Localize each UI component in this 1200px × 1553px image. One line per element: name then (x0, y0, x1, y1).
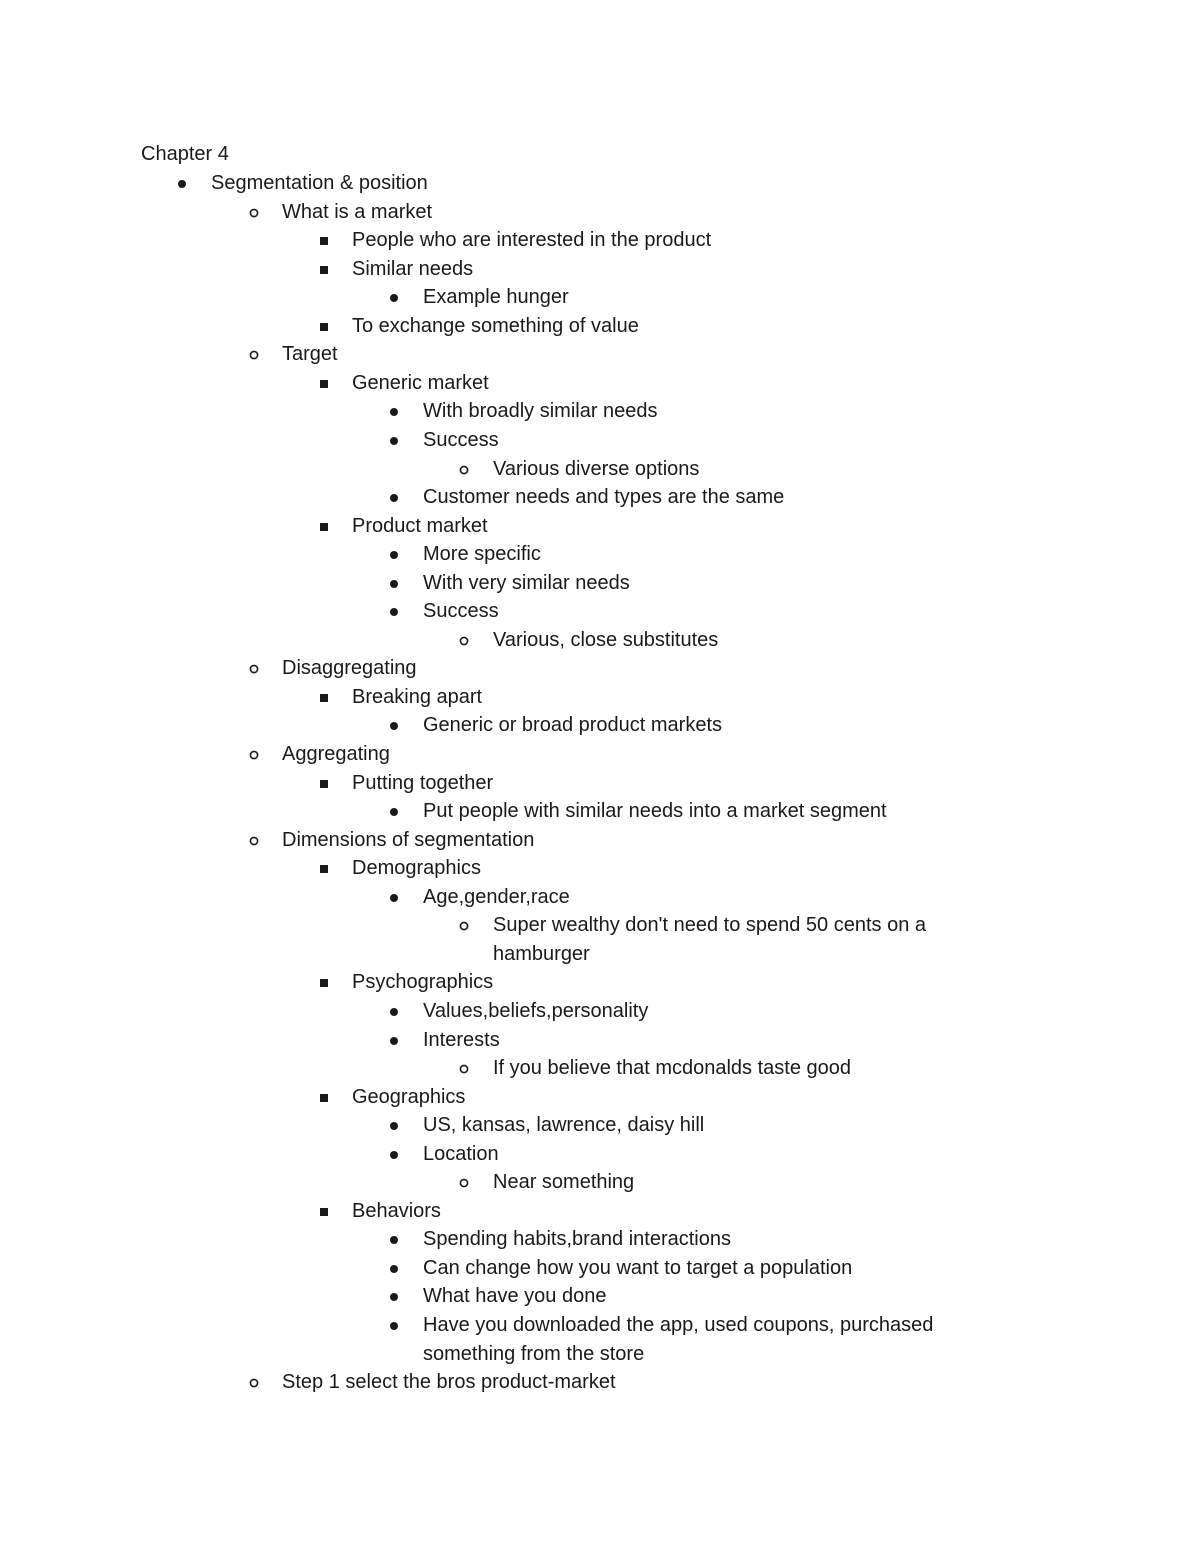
filled-bullet-icon (176, 169, 196, 197)
list-item-text: Dimensions of segmentation (282, 828, 535, 851)
list-item (0, 1197, 1200, 1226)
hollow-bullet-icon (248, 740, 268, 768)
filled-bullet-icon (388, 883, 408, 911)
square-bullet-icon (318, 226, 338, 254)
list-item-text: Can change how you want to target a population (423, 1256, 853, 1279)
list-item-text: To exchange something of value (352, 314, 639, 337)
list-item (0, 1054, 1200, 1083)
list-item-text: Putting together (352, 771, 494, 794)
filled-bullet-icon (388, 1282, 408, 1310)
list-item (0, 711, 1200, 740)
list-item-text: US, kansas, lawrence, daisy hill (423, 1114, 705, 1137)
list-item-text: Psychographics (352, 971, 494, 994)
list-item (0, 397, 1200, 426)
list-item (0, 1254, 1200, 1283)
list-item (0, 340, 1200, 369)
hollow-bullet-icon (248, 198, 268, 226)
square-bullet-icon (318, 369, 338, 397)
list-item (0, 883, 1200, 912)
list-item (0, 854, 1200, 883)
list-item-text: Success (423, 600, 499, 623)
filled-bullet-icon (388, 1140, 408, 1168)
list-item-text: What have you done (423, 1285, 607, 1308)
hollow-bullet-icon (458, 455, 478, 483)
filled-bullet-icon (388, 997, 408, 1025)
list-item-text: Super wealthy don't need to spend 50 cents on a hamburger (493, 914, 927, 965)
list-item (0, 968, 1200, 997)
list-item (0, 483, 1200, 512)
list-item-text: Similar needs (352, 257, 474, 280)
list-item (0, 540, 1200, 569)
list-item (0, 169, 1200, 198)
filled-bullet-icon (388, 797, 408, 825)
filled-bullet-icon (388, 540, 408, 568)
filled-bullet-icon (388, 1311, 408, 1339)
list-item (0, 226, 1200, 255)
list-item (0, 1168, 1200, 1197)
hollow-bullet-icon (248, 1368, 268, 1396)
list-item (0, 1111, 1200, 1140)
list-item (0, 1368, 1200, 1397)
list-item-text: Behaviors (352, 1199, 441, 1222)
square-bullet-icon (318, 1197, 338, 1225)
filled-bullet-icon (388, 711, 408, 739)
list-item-text: Location (423, 1142, 499, 1165)
list-item (0, 1225, 1200, 1254)
hollow-bullet-icon (248, 340, 268, 368)
list-item-text: Have you downloaded the app, used coupons, purchased something from the store (423, 1314, 934, 1365)
list-item (0, 740, 1200, 769)
list-item-text: Geographics (352, 1085, 466, 1108)
square-bullet-icon (318, 255, 338, 283)
hollow-bullet-icon (248, 654, 268, 682)
square-bullet-icon (318, 968, 338, 996)
list-item (0, 198, 1200, 227)
list-item (0, 283, 1200, 312)
list-item (0, 654, 1200, 683)
list-item-text: Various, close substitutes (493, 628, 719, 651)
list-item (0, 512, 1200, 541)
list-item (0, 312, 1200, 341)
list-item (0, 369, 1200, 398)
square-bullet-icon (318, 769, 338, 797)
list-item (0, 797, 1200, 826)
list-item (0, 769, 1200, 798)
square-bullet-icon (318, 1083, 338, 1111)
filled-bullet-icon (388, 597, 408, 625)
list-item (0, 683, 1200, 712)
filled-bullet-icon (388, 397, 408, 425)
list-item-text: Age,gender,race (423, 885, 570, 908)
list-item-text: Breaking apart (352, 685, 483, 708)
square-bullet-icon (318, 854, 338, 882)
list-item (0, 997, 1200, 1026)
list-item (0, 1140, 1200, 1169)
list-item-text: Aggregating (282, 743, 390, 765)
list-item-text: Generic or broad product markets (423, 714, 723, 737)
list-item-text: Example hunger (423, 286, 569, 309)
list-item (0, 1026, 1200, 1055)
square-bullet-icon (318, 312, 338, 340)
square-bullet-icon (318, 512, 338, 540)
square-bullet-icon (318, 683, 338, 711)
list-item-text: Put people with similar needs into a market segment (423, 800, 887, 823)
list-item-text: Various diverse options (493, 457, 700, 480)
list-item-text: Near something (493, 1171, 635, 1194)
list-item-text: With broadly similar needs (423, 400, 658, 423)
filled-bullet-icon (388, 283, 408, 311)
list-item-text: Spending habits,brand interactions (423, 1228, 731, 1251)
list-item (0, 1083, 1200, 1112)
list-item-text: Product market (352, 514, 488, 537)
list-item (0, 426, 1200, 455)
list-item-text: Values,beliefs,personality (423, 999, 649, 1022)
list-item-text: Demographics (352, 857, 481, 880)
filled-bullet-icon (388, 1254, 408, 1282)
list-item-text: Customer needs and types are the same (423, 486, 785, 509)
list-item-text: Interests (423, 1028, 500, 1051)
filled-bullet-icon (388, 569, 408, 597)
hollow-bullet-icon (248, 826, 268, 854)
list-item-text: What is a market (282, 200, 433, 223)
list-item (0, 1311, 1200, 1368)
document-title: Chapter 4 (141, 143, 229, 165)
list-item-text: Success (423, 428, 499, 451)
hollow-bullet-icon (458, 626, 478, 654)
filled-bullet-icon (388, 1026, 408, 1054)
list-item (0, 911, 1200, 968)
filled-bullet-icon (388, 426, 408, 454)
list-item-text: If you believe that mcdonalds taste good (493, 1057, 852, 1080)
list-item-text: Target (282, 343, 338, 366)
list-item-text: Generic market (352, 371, 489, 394)
list-item (0, 455, 1200, 484)
list-item-text: People who are interested in the product (352, 229, 712, 252)
hollow-bullet-icon (458, 1168, 478, 1196)
list-item-text: Disaggregating (282, 657, 417, 680)
list-item-text: Step 1 select the bros product-market (282, 1371, 616, 1394)
filled-bullet-icon (388, 1111, 408, 1139)
list-item (0, 1282, 1200, 1311)
list-item (0, 597, 1200, 626)
list-item (0, 569, 1200, 598)
filled-bullet-icon (388, 483, 408, 511)
list-item (0, 255, 1200, 284)
hollow-bullet-icon (458, 1054, 478, 1082)
filled-bullet-icon (388, 1225, 408, 1253)
list-item (0, 826, 1200, 855)
hollow-bullet-icon (458, 911, 478, 939)
list-item-text: Segmentation & position (211, 172, 428, 194)
list-item-text: With very similar needs (423, 571, 630, 594)
list-item-text: More specific (423, 543, 541, 566)
list-item (0, 626, 1200, 655)
